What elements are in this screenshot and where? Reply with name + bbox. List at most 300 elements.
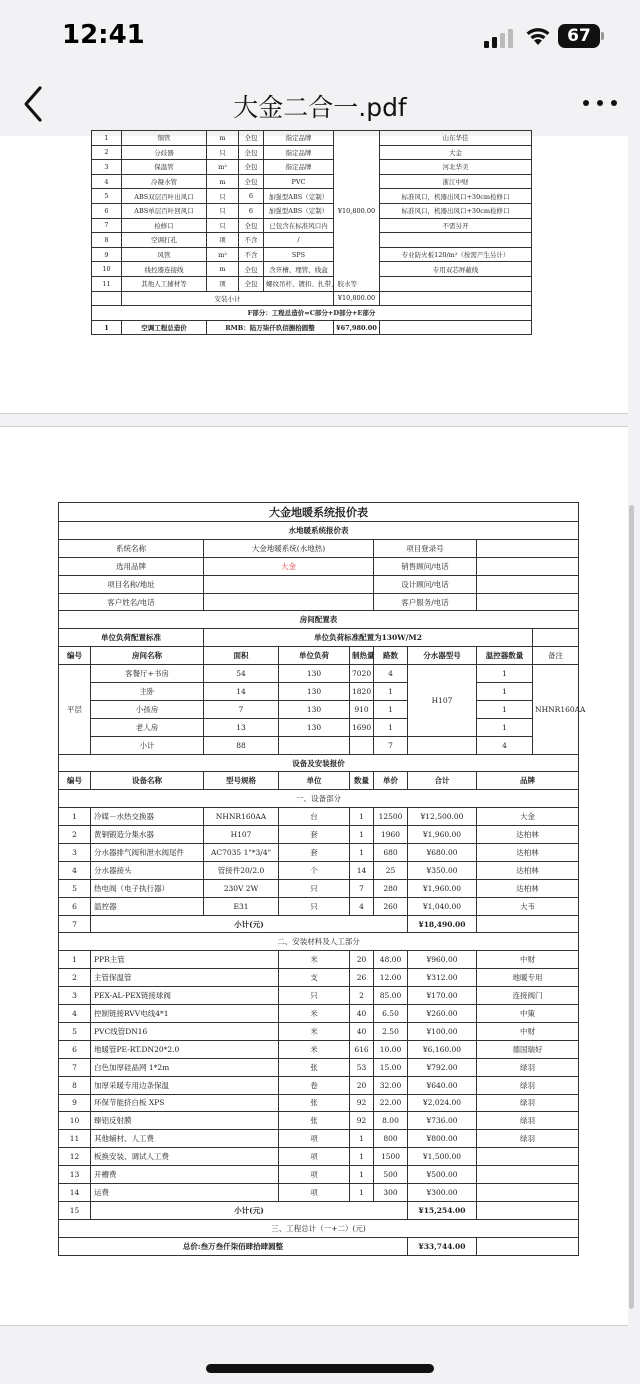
table-subtitle: 水地暖系统报价表: [59, 522, 579, 540]
ac-quote-table: [91, 130, 532, 335]
material-cell: 10.00: [374, 1040, 408, 1058]
material-cell: 米: [279, 1040, 350, 1058]
material-row: [59, 1022, 579, 1040]
empty-cell: [350, 736, 374, 754]
material-cell: 地暖专用: [477, 969, 579, 987]
table-cell: 加强型ABS（定制）: [264, 203, 334, 218]
room-name: 老人房: [91, 718, 204, 736]
info-value: [477, 539, 579, 557]
table-row: [92, 233, 532, 248]
room-heat: 910: [350, 700, 374, 718]
material-cell: ¥100.00: [408, 1022, 477, 1040]
subtotal-label: 小计(元): [91, 1201, 408, 1219]
material-cell: 绿羽: [477, 1058, 579, 1076]
section1-subtotal-row: [59, 915, 579, 933]
table-cell: 保温管: [122, 160, 207, 175]
material-cell: ¥312.00: [408, 969, 477, 987]
material-row: [59, 1130, 579, 1148]
material-cell: 卷: [279, 1076, 350, 1094]
table-cell: 指定品牌: [264, 145, 334, 160]
total-label: 空调工程总造价: [122, 320, 207, 335]
material-cell: 14: [59, 1183, 91, 1201]
room-area: 14: [204, 683, 279, 701]
table-cell: 不含: [239, 233, 264, 248]
table-cell: 全包: [239, 174, 264, 189]
material-cell: 92: [350, 1112, 374, 1130]
material-cell: ¥736.00: [408, 1112, 477, 1130]
section3-title: 三、工程总计（一+二）(元): [59, 1219, 579, 1237]
room-heat: 1820: [350, 683, 374, 701]
room-heat: 1690: [350, 718, 374, 736]
material-cell: [477, 1166, 579, 1184]
material-row: [59, 1148, 579, 1166]
section1-title: 一、设备部分: [59, 790, 579, 808]
material-cell: PVC线管DN16: [91, 1022, 279, 1040]
room-subtotal-row: [59, 736, 579, 754]
info-label: 系统名称: [59, 539, 204, 557]
material-cell: PEX-AL-PEX链接球阀: [91, 987, 279, 1005]
empty-cell: [477, 1237, 579, 1255]
table-row: [92, 174, 532, 189]
battery-tip: [601, 32, 604, 40]
equipment-cell: 达柏林: [477, 861, 579, 879]
equipment-row: [59, 808, 579, 826]
material-cell: 项: [279, 1130, 350, 1148]
column-header: 温控器数量: [477, 647, 533, 665]
room-thermostats: 1: [477, 718, 533, 736]
table-cell: ABS双层百叶出风口: [122, 189, 207, 204]
table-cell: 全包: [239, 131, 264, 146]
table-cell: 不含: [239, 247, 264, 262]
table-cell: 不需另开: [380, 218, 532, 233]
table-row: [92, 203, 532, 218]
table-row: [92, 247, 532, 262]
column-header: 合计: [408, 772, 477, 790]
equip-title-row: [59, 754, 579, 772]
equipment-cell: 230V 2W: [204, 879, 279, 897]
room-load: 130: [279, 683, 350, 701]
room-title-row: [59, 611, 579, 629]
material-cell: 支: [279, 969, 350, 987]
material-cell: 主管保温管: [91, 969, 279, 987]
subtotal-value: ¥10,800.00: [334, 291, 380, 306]
equipment-cell: ¥1,960.00: [408, 826, 477, 844]
empty-cell: [477, 1201, 579, 1219]
equipment-cell: 套: [279, 826, 350, 844]
room-thermostats: 1: [477, 665, 533, 683]
equipment-cell: E31: [204, 897, 279, 915]
material-cell: PPR主管: [91, 951, 279, 969]
material-cell: 8: [59, 1076, 91, 1094]
material-cell: 1: [350, 1166, 374, 1184]
equipment-cell: 冷媒－水热交换器: [91, 808, 204, 826]
info-label: 项目登录号: [374, 539, 477, 557]
material-cell: 绿羽: [477, 1076, 579, 1094]
table-cell: 全包: [239, 218, 264, 233]
info-value: [477, 557, 579, 575]
equipment-cell: 4: [59, 861, 91, 879]
column-header: 编号: [59, 772, 91, 790]
material-cell: 项: [279, 1148, 350, 1166]
table-cell: 9: [92, 247, 122, 262]
material-cell: 2: [59, 969, 91, 987]
equipment-cell: 12500: [374, 808, 408, 826]
material-cell: 米: [279, 1005, 350, 1023]
info-label: 销售顾问/电话: [374, 557, 477, 575]
load-standard-value: 单位负荷标准配置为130W/M2: [204, 629, 533, 647]
info-label: 客户姓名/电话: [59, 593, 204, 611]
material-cell: 40: [350, 1022, 374, 1040]
info-label: 选用品牌: [59, 557, 204, 575]
material-row: [59, 969, 579, 987]
material-cell: 40: [350, 1005, 374, 1023]
table-cell: 螺纹吊杆、镀扣、扎带、胶水等: [264, 276, 334, 291]
info-row: [59, 557, 579, 575]
material-cell: 8.00: [374, 1112, 408, 1130]
equipment-row: [59, 826, 579, 844]
material-cell: 加厚采暖专用边条保温: [91, 1076, 279, 1094]
subtotal-label: 安装小计: [122, 291, 334, 306]
info-label: 设计顾问/电话: [374, 575, 477, 593]
material-cell: 11: [59, 1130, 91, 1148]
column-header: 路数: [374, 647, 408, 665]
room-load: 130: [279, 718, 350, 736]
column-header: 品牌: [477, 772, 579, 790]
empty-cell: [92, 291, 122, 306]
room-thermostats: 1: [477, 700, 533, 718]
table-row: [92, 218, 532, 233]
table-cell: 标准风口，机器出风口+30cm检修口: [380, 203, 532, 218]
material-cell: 地暖管PE-RT.DN20*2.0: [91, 1040, 279, 1058]
info-row: [59, 593, 579, 611]
material-cell: 32.00: [374, 1076, 408, 1094]
material-cell: 616: [350, 1040, 374, 1058]
table-cell: 6: [92, 203, 122, 218]
info-value: [204, 575, 374, 593]
room-area: 54: [204, 665, 279, 683]
material-cell: 92: [350, 1094, 374, 1112]
room-area: 7: [204, 700, 279, 718]
material-cell: 臻铝反射膜: [91, 1112, 279, 1130]
material-cell: 板换安装、调试人工费: [91, 1148, 279, 1166]
table-row: [92, 160, 532, 175]
equipment-cell: 只: [279, 897, 350, 915]
material-cell: 7: [59, 1058, 91, 1076]
equipment-cell: ¥12,500.00: [408, 808, 477, 826]
pdf-page-2: [0, 426, 628, 1326]
material-cell: 白色加厚硅晶网 1*2m: [91, 1058, 279, 1076]
material-cell: 米: [279, 951, 350, 969]
material-cell: 张: [279, 1094, 350, 1112]
equipment-cell: 4: [350, 897, 374, 915]
material-cell: ¥500.00: [408, 1166, 477, 1184]
table-cell: 8: [92, 233, 122, 248]
column-header: 单位负荷: [279, 647, 350, 665]
material-cell: 1: [59, 951, 91, 969]
equipment-section-title: 设备及安装报价: [59, 754, 579, 772]
table-cell: 专业防火板120/m²（按需产生另计）: [380, 247, 532, 262]
table-cell: m²: [207, 247, 239, 262]
table-cell: 线控器连接线: [122, 262, 207, 277]
table-cell: SPS: [264, 247, 334, 262]
equipment-cell: 25: [374, 861, 408, 879]
total-no: 1: [92, 320, 122, 335]
column-header: 面积: [204, 647, 279, 665]
material-row: [59, 1094, 579, 1112]
material-cell: 环保节能挤白板 XPS: [91, 1094, 279, 1112]
section2-subtotal-row: [59, 1201, 579, 1219]
equipment-cell: 1: [350, 808, 374, 826]
equipment-cell: 套: [279, 844, 350, 862]
material-cell: 6.50: [374, 1005, 408, 1023]
wifi-icon: [524, 24, 552, 46]
summary-formula: F部分：工程总造价=C部分+D部分+E部分: [92, 306, 532, 321]
equipment-cell: 管接件20/2.0: [204, 861, 279, 879]
scrollbar[interactable]: [629, 505, 634, 1309]
table-cell: 标准风口，机器出风口+30cm检修口: [380, 189, 532, 204]
info-label: 客户服务/电话: [374, 593, 477, 611]
table-title: 大金地暖系统报价表: [59, 503, 579, 522]
table-cell: 只: [207, 203, 239, 218]
empty-cell: [380, 291, 532, 306]
status-bar: [0, 0, 640, 70]
equipment-cell: 只: [279, 879, 350, 897]
material-cell: [477, 1183, 579, 1201]
equipment-cell: 1: [59, 808, 91, 826]
material-cell: 9: [59, 1094, 91, 1112]
material-cell: 张: [279, 1112, 350, 1130]
empty-cell: [380, 320, 532, 335]
material-row: [59, 1005, 579, 1023]
grand-total-row: [59, 1237, 579, 1255]
total-row: [92, 320, 532, 335]
material-cell: 绿羽: [477, 1130, 579, 1148]
material-cell: 项: [279, 1183, 350, 1201]
formula-row: [92, 306, 532, 321]
room-area: 13: [204, 718, 279, 736]
section1-title-row: [59, 790, 579, 808]
table-cell: 只: [207, 218, 239, 233]
status-time: 12:41: [62, 20, 145, 50]
table-cell: m: [207, 131, 239, 146]
material-cell: 1: [350, 1148, 374, 1166]
material-cell: 53: [350, 1058, 374, 1076]
info-value: 大金地暖系统(水地热): [204, 539, 374, 557]
room-name: 主卧: [91, 683, 204, 701]
column-header: 单位: [279, 772, 350, 790]
material-row: [59, 1058, 579, 1076]
material-cell: ¥1,500.00: [408, 1148, 477, 1166]
table-cell: 山东华佳: [380, 131, 532, 146]
equipment-cell: 14: [350, 861, 374, 879]
table-cell: 3: [92, 160, 122, 175]
info-label: 项目名称/地址: [59, 575, 204, 593]
subtotal-value: ¥18,490.00: [408, 915, 477, 933]
table-cell: 2: [92, 145, 122, 160]
equipment-cell: 温控器: [91, 897, 204, 915]
room-row: [59, 700, 579, 718]
material-cell: 800: [374, 1130, 408, 1148]
material-cell: 1: [350, 1183, 374, 1201]
material-cell: 15.00: [374, 1058, 408, 1076]
document-title: 大金二合一.pdf: [233, 93, 407, 122]
install-total-cell: ¥10,800.00: [334, 131, 380, 292]
table-row: [92, 189, 532, 204]
battery-icon: [558, 24, 600, 48]
material-row: [59, 1166, 579, 1184]
subtotal-value: ¥15,254.00: [408, 1201, 477, 1219]
material-cell: 48.00: [374, 951, 408, 969]
material-cell: 5: [59, 1022, 91, 1040]
remark-cell: NHNR160AA: [533, 665, 579, 754]
column-header: 型号规格: [204, 772, 279, 790]
equipment-cell: 2: [59, 826, 91, 844]
table-cell: 项: [207, 276, 239, 291]
material-cell: 20: [350, 1076, 374, 1094]
empty-cell: [408, 736, 477, 754]
table-cell: 冷凝水管: [122, 174, 207, 189]
pdf-page-1: [0, 133, 628, 414]
room-subtotal-label: 小计: [91, 736, 204, 754]
table-cell: 检修口: [122, 218, 207, 233]
material-cell: [477, 1148, 579, 1166]
table-cell: [380, 233, 532, 248]
table-cell: 含开槽、埋管、线盒: [264, 262, 334, 277]
room-section-title: 房间配置表: [59, 611, 579, 629]
table-cell: 浙江中财: [380, 174, 532, 189]
equipment-row: [59, 879, 579, 897]
empty-cell: [533, 629, 579, 647]
material-cell: ¥300.00: [408, 1183, 477, 1201]
material-cell: 中财: [477, 951, 579, 969]
table-cell: m: [207, 262, 239, 277]
floor-heating-quote-table: [58, 502, 586, 1256]
equipment-cell: 分水器接头: [91, 861, 204, 879]
equipment-cell: AC7035 1"*3/4": [204, 844, 279, 862]
manifold-model: H107: [408, 665, 477, 737]
column-header: 编号: [59, 647, 91, 665]
material-cell: 德国瑞好: [477, 1040, 579, 1058]
load-standard-row: [59, 629, 579, 647]
column-header: 数量: [350, 772, 374, 790]
table-cell: 指定品牌: [264, 131, 334, 146]
column-header: 单价: [374, 772, 408, 790]
floor-cell: 平层: [59, 665, 91, 754]
info-row: [59, 539, 579, 557]
empty-cell: [477, 915, 579, 933]
table-cell: 11: [92, 276, 122, 291]
subtotal-no: 15: [59, 1201, 91, 1219]
room-loops: 4: [374, 665, 408, 683]
material-row: [59, 1076, 579, 1094]
material-cell: 项: [279, 1166, 350, 1184]
info-value: [477, 593, 579, 611]
grand-total-label: 总价:叁万叁仟柒佰肆拾肆圆整: [59, 1237, 408, 1255]
table-cell: 铜管: [122, 131, 207, 146]
table-cell: 河北华美: [380, 160, 532, 175]
room-loops: 1: [374, 700, 408, 718]
column-header: 备注: [533, 647, 579, 665]
room-loops: 1: [374, 683, 408, 701]
material-cell: ¥960.00: [408, 951, 477, 969]
table-cell: 项: [207, 233, 239, 248]
equipment-cell: ¥680.00: [408, 844, 477, 862]
material-row: [59, 1183, 579, 1201]
table-cell: 6: [239, 203, 264, 218]
room-row: [59, 665, 579, 683]
table-cell: m²: [207, 160, 239, 175]
room-row: [59, 718, 579, 736]
equipment-cell: 个: [279, 861, 350, 879]
equipment-cell: 6: [59, 897, 91, 915]
material-cell: ¥800.00: [408, 1130, 477, 1148]
equipment-cell: H107: [204, 826, 279, 844]
table-cell: 全包: [239, 262, 264, 277]
equipment-cell: 热电阀（电子执行器）: [91, 879, 204, 897]
room-load: 130: [279, 665, 350, 683]
material-cell: 500: [374, 1166, 408, 1184]
info-row: [59, 575, 579, 593]
table-cell: 全包: [239, 160, 264, 175]
column-header: 分水器型号: [408, 647, 477, 665]
equipment-cell: 达柏林: [477, 879, 579, 897]
table-cell: [380, 276, 532, 291]
material-cell: ¥260.00: [408, 1005, 477, 1023]
table-cell: PVC: [264, 174, 334, 189]
cellular-signal-icon: [484, 28, 514, 48]
material-cell: 6: [59, 1040, 91, 1058]
equipment-cell: NHNR160AA: [204, 808, 279, 826]
equipment-cell: 7: [350, 879, 374, 897]
table-cell: 10: [92, 262, 122, 277]
equipment-cell: ¥1,040.00: [408, 897, 477, 915]
material-cell: 中财: [477, 1022, 579, 1040]
material-cell: 米: [279, 1022, 350, 1040]
table-cell: 只: [207, 189, 239, 204]
material-cell: 10: [59, 1112, 91, 1130]
room-subtotal-area: 88: [204, 736, 279, 754]
material-cell: 张: [279, 1058, 350, 1076]
equipment-cell: 大金: [477, 808, 579, 826]
home-indicator[interactable]: [206, 1364, 434, 1373]
battery-level: 67: [567, 26, 591, 46]
equipment-cell: 台: [279, 808, 350, 826]
table-cell: 只: [207, 145, 239, 160]
material-cell: ¥792.00: [408, 1058, 477, 1076]
table-row: [92, 262, 532, 277]
nav-bar: [0, 70, 640, 136]
material-cell: 开槽费: [91, 1166, 279, 1184]
table-cell: 其他人工辅材等: [122, 276, 207, 291]
material-cell: 只: [279, 987, 350, 1005]
table-cell: 全包: [239, 145, 264, 160]
section2-title: 二、安装材料及人工部分: [59, 933, 579, 951]
more-options-icon[interactable]: [583, 100, 617, 108]
total-value: ¥67,980.00: [334, 320, 380, 335]
material-cell: 2.50: [374, 1022, 408, 1040]
material-cell: ¥170.00: [408, 987, 477, 1005]
subtotal-no: 7: [59, 915, 91, 933]
material-cell: 12: [59, 1148, 91, 1166]
table-row: [92, 131, 532, 146]
column-header: 制热量: [350, 647, 374, 665]
table-cell: 5: [92, 189, 122, 204]
material-cell: 26: [350, 969, 374, 987]
table-cell: 1: [92, 131, 122, 146]
load-standard-label: 单位负荷配置标准: [59, 629, 204, 647]
table-cell: 大金: [380, 145, 532, 160]
equipment-cell: 680: [374, 844, 408, 862]
